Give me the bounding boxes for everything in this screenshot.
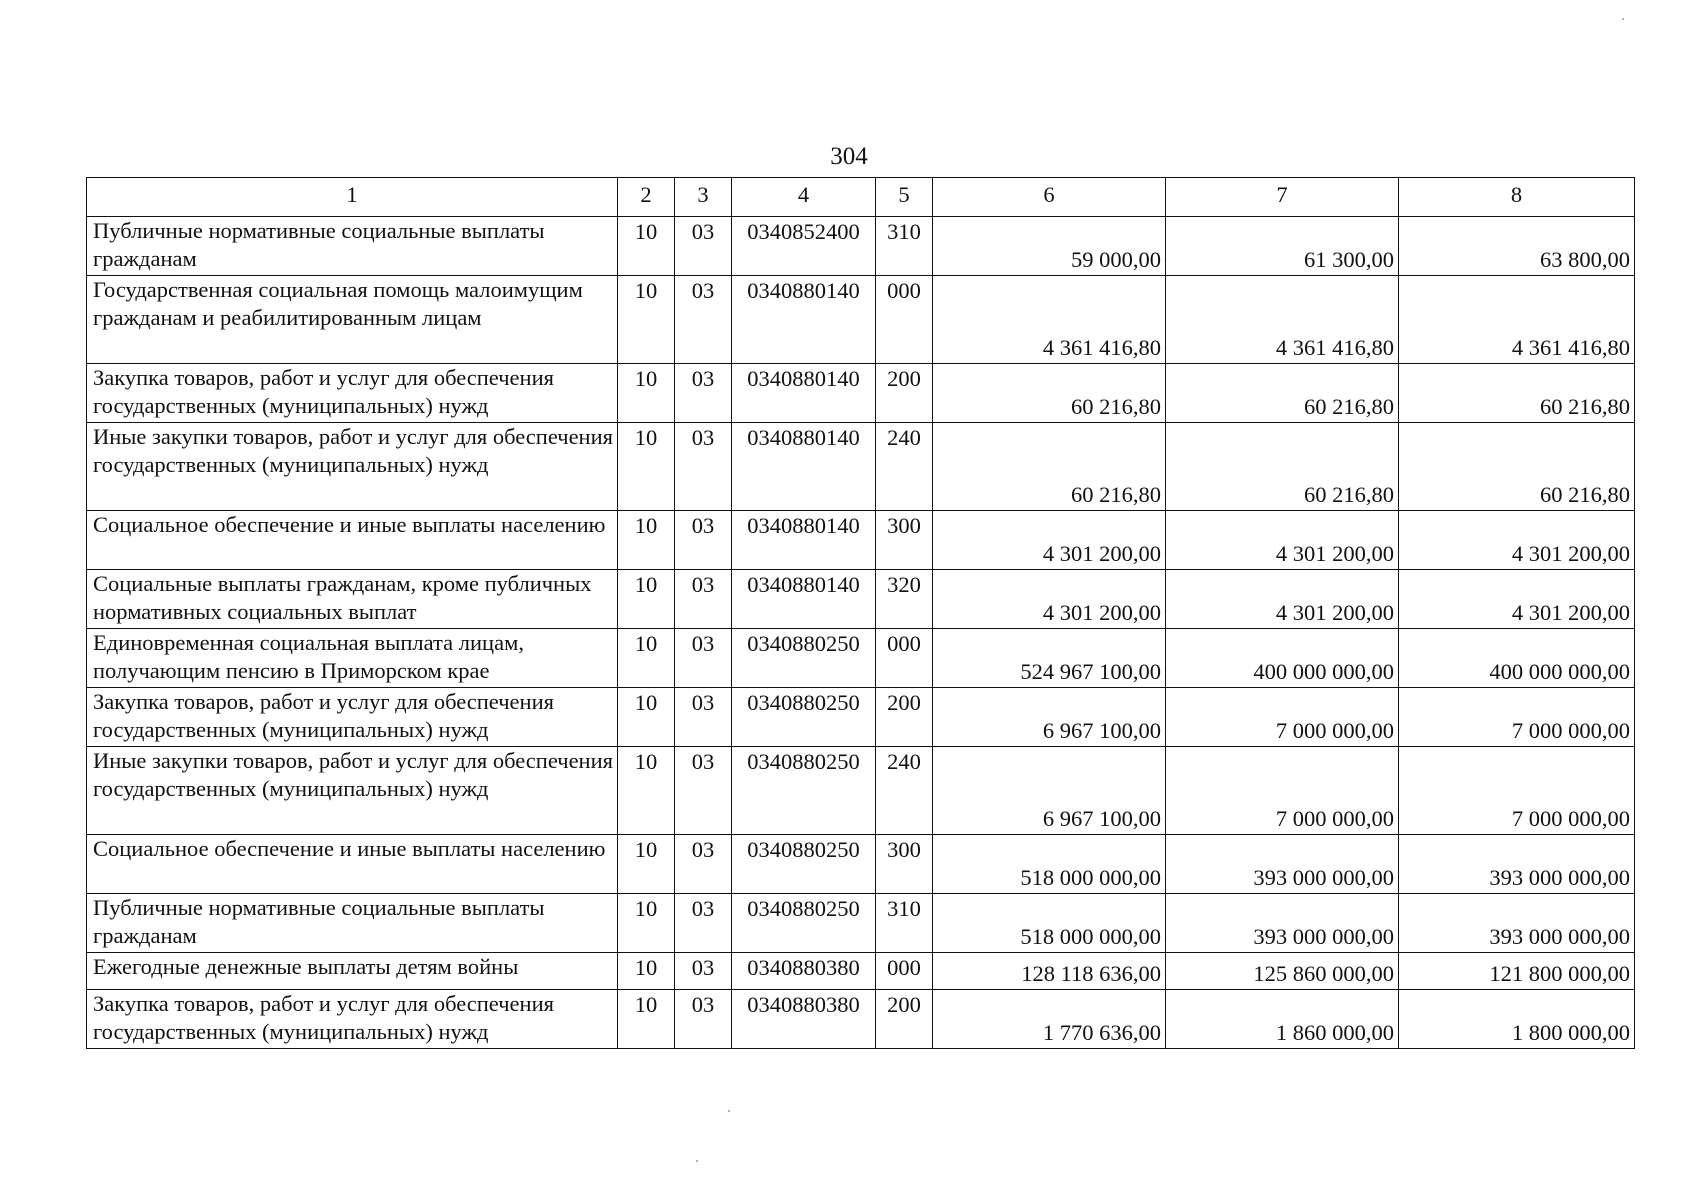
section-code: 10 [618,629,675,688]
target-article-code: 0340880140 [732,276,876,364]
amount-col6: 4 301 200,00 [933,570,1166,629]
subsection-code: 03 [675,953,732,990]
column-header: 4 [732,178,876,217]
amount-col6: 524 967 100,00 [933,629,1166,688]
section-code: 10 [618,276,675,364]
expense-type-code: 310 [876,894,933,953]
amount-col6: 6 967 100,00 [933,688,1166,747]
amount-col6: 518 000 000,00 [933,835,1166,894]
expense-type-code: 200 [876,990,933,1049]
row-name: Публичные нормативные социальные выплаты гражданам [87,894,618,953]
table-row [87,629,1635,688]
expense-type-code: 240 [876,747,933,835]
amount-col7: 393 000 000,00 [1166,894,1399,953]
subsection-code: 03 [675,276,732,364]
table-row [87,835,1635,894]
target-article-code: 0340880380 [732,953,876,990]
page-number: 304 [830,143,868,170]
amount-col8: 1 800 000,00 [1399,990,1635,1049]
target-article-code: 0340880140 [732,364,876,423]
expense-type-code: 310 [876,217,933,276]
amount-col8: 7 000 000,00 [1399,747,1635,835]
amount-col7: 4 361 416,80 [1166,276,1399,364]
target-article-code: 0340880140 [732,511,876,570]
section-code: 10 [618,894,675,953]
row-name: Иные закупки товаров, работ и услуг для обеспечения государственных (муниципальных) нужд [87,747,618,835]
column-header: 5 [876,178,933,217]
section-code: 10 [618,364,675,423]
column-header: 6 [933,178,1166,217]
amount-col6: 60 216,80 [933,423,1166,511]
target-article-code: 0340880140 [732,423,876,511]
subsection-code: 03 [675,217,732,276]
amount-col7: 125 860 000,00 [1166,953,1399,990]
amount-col8: 400 000 000,00 [1399,629,1635,688]
section-code: 10 [618,835,675,894]
subsection-code: 03 [675,364,732,423]
row-name: Иные закупки товаров, работ и услуг для обеспечения государственных (муниципальных) нужд [87,423,618,511]
row-name: Закупка товаров, работ и услуг для обеспечения государственных (муниципальных) нужд [87,990,618,1049]
amount-col7: 7 000 000,00 [1166,747,1399,835]
amount-col6: 6 967 100,00 [933,747,1166,835]
expense-type-code: 320 [876,570,933,629]
amount-col8: 393 000 000,00 [1399,894,1635,953]
amount-col7: 60 216,80 [1166,364,1399,423]
section-code: 10 [618,423,675,511]
amount-col6: 4 301 200,00 [933,511,1166,570]
subsection-code: 03 [675,835,732,894]
scan-speck [696,1160,698,1162]
subsection-code: 03 [675,629,732,688]
target-article-code: 0340880140 [732,570,876,629]
amount-col7: 60 216,80 [1166,423,1399,511]
table-row [87,747,1635,835]
row-name: Государственная социальная помощь малоимущим гражданам и реабилитированным лицам [87,276,618,364]
table-row [87,953,1635,990]
amount-col8: 121 800 000,00 [1399,953,1635,990]
amount-col7: 400 000 000,00 [1166,629,1399,688]
table-row [87,423,1635,511]
row-name: Единовременная социальная выплата лицам, получающим пенсию в Приморском крае [87,629,618,688]
amount-col8: 4 361 416,80 [1399,276,1635,364]
amount-col7: 1 860 000,00 [1166,990,1399,1049]
subsection-code: 03 [675,511,732,570]
expense-type-code: 200 [876,688,933,747]
row-name: Закупка товаров, работ и услуг для обеспечения государственных (муниципальных) нужд [87,688,618,747]
expense-type-code: 300 [876,511,933,570]
subsection-code: 03 [675,570,732,629]
scan-speck [1622,18,1624,20]
header-row [87,178,1635,217]
amount-col8: 393 000 000,00 [1399,835,1635,894]
section-code: 10 [618,747,675,835]
row-name: Социальное обеспечение и иные выплаты населению [87,511,618,570]
amount-col6: 60 216,80 [933,364,1166,423]
amount-col6: 128 118 636,00 [933,953,1166,990]
section-code: 10 [618,217,675,276]
column-header: 2 [618,178,675,217]
expense-type-code: 000 [876,629,933,688]
section-code: 10 [618,688,675,747]
table-row [87,511,1635,570]
section-code: 10 [618,990,675,1049]
amount-col7: 393 000 000,00 [1166,835,1399,894]
expense-type-code: 200 [876,364,933,423]
table-row [87,894,1635,953]
amount-col6: 518 000 000,00 [933,894,1166,953]
row-name: Публичные нормативные социальные выплаты гражданам [87,217,618,276]
expense-type-code: 000 [876,276,933,364]
target-article-code: 0340880250 [732,894,876,953]
amount-col7: 4 301 200,00 [1166,570,1399,629]
subsection-code: 03 [675,894,732,953]
target-article-code: 0340880250 [732,629,876,688]
row-name: Ежегодные денежные выплаты детям войны [87,953,618,990]
row-name: Закупка товаров, работ и услуг для обеспечения государственных (муниципальных) нужд [87,364,618,423]
amount-col8: 60 216,80 [1399,364,1635,423]
table-row [87,276,1635,364]
expense-type-code: 300 [876,835,933,894]
table-row [87,570,1635,629]
budget-table [86,177,1635,1049]
table-row [87,990,1635,1049]
table-row [87,688,1635,747]
target-article-code: 0340880380 [732,990,876,1049]
row-name: Социальное обеспечение и иные выплаты населению [87,835,618,894]
column-header: 1 [87,178,618,217]
table-row [87,217,1635,276]
section-code: 10 [618,511,675,570]
table-body [87,217,1635,1049]
amount-col8: 4 301 200,00 [1399,570,1635,629]
expense-type-code: 240 [876,423,933,511]
column-header: 3 [675,178,732,217]
amount-col6: 59 000,00 [933,217,1166,276]
subsection-code: 03 [675,688,732,747]
amount-col7: 7 000 000,00 [1166,688,1399,747]
section-code: 10 [618,570,675,629]
subsection-code: 03 [675,423,732,511]
amount-col6: 4 361 416,80 [933,276,1166,364]
amount-col8: 63 800,00 [1399,217,1635,276]
target-article-code: 0340880250 [732,688,876,747]
section-code: 10 [618,953,675,990]
amount-col8: 4 301 200,00 [1399,511,1635,570]
row-name: Социальные выплаты гражданам, кроме публичных нормативных социальных выплат [87,570,618,629]
subsection-code: 03 [675,990,732,1049]
column-header: 7 [1166,178,1399,217]
subsection-code: 03 [675,747,732,835]
target-article-code: 0340880250 [732,747,876,835]
amount-col8: 60 216,80 [1399,423,1635,511]
amount-col6: 1 770 636,00 [933,990,1166,1049]
expense-type-code: 000 [876,953,933,990]
target-article-code: 0340880250 [732,835,876,894]
amount-col7: 61 300,00 [1166,217,1399,276]
target-article-code: 0340852400 [732,217,876,276]
table-row [87,364,1635,423]
amount-col8: 7 000 000,00 [1399,688,1635,747]
amount-col7: 4 301 200,00 [1166,511,1399,570]
column-header: 8 [1399,178,1635,217]
scan-speck [728,1110,730,1112]
